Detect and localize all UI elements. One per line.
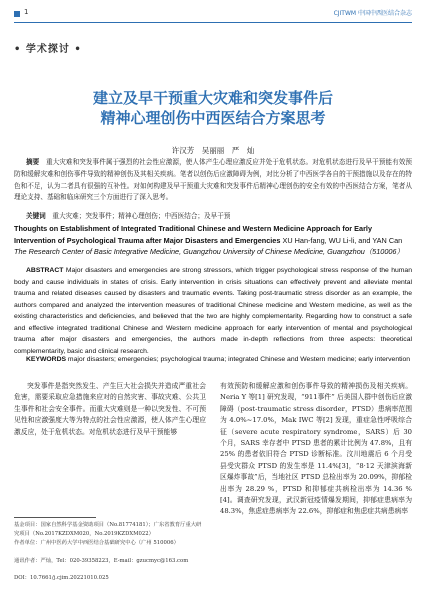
body-text-right-column: 有效预防和缓解应激和创伤事件导致的精神损伤及相关疾病。Neria Y 等[1] 研究发现，“911事件” 后美国人群中创伤后应激障碍（post-traumatic stress disorder，PTSD）患病率范围为 4.0%~17.0%，Mak IWC 等[2] 发现，重症急性呼吸综合征（severe acute respiratory syndrome，SARS）后 30 个月，SARS 幸存者中 PTSD 患者的累计比例为 47.8%，且有 25% 的患者依旧符合 PTSD 诊断标准。汶川地震后 6 个月受县受灾群众 PTSD 的发生率是 11.4%[3]，“8·12 天津滨海新区爆炸事故”后，当地社区 PTSD 总检出率为 20.09%，抑郁检出率为 28.29 %，PTSD 和抑郁症共病检出率为 14.36 %[4]。调查研究发现，武汉新冠疫情爆发期间，抑郁症患病率为 48.3%，焦虑症患病率为 22.6%，抑郁症和焦虑症共病患病率 xyxy=(220,382,412,516)
header-rule xyxy=(14,22,412,23)
abstract-label: 摘要 xyxy=(26,158,40,166)
english-keywords-text: major disasters; emergencies; psychological trauma; integrated Chinese and Western medicine; early intervention xyxy=(67,356,411,363)
author-list: 许汉芳 吴丽丽 严 灿 xyxy=(171,146,255,155)
page-number: 1 xyxy=(24,8,29,16)
article-title-line2: 精神心理创伤中西医结合方案思考 xyxy=(100,109,326,127)
keywords-label: 关键词 xyxy=(26,212,46,220)
chinese-keywords xyxy=(14,211,412,222)
header-marker-icon xyxy=(14,11,20,17)
english-abstract xyxy=(14,265,412,357)
footnote-correspondence: 通讯作者：严灿，Tel：020-39358223，E-mail：gzucmyc@163.com xyxy=(14,558,189,564)
chinese-abstract xyxy=(14,157,412,204)
english-affiliation: The Research Center of Basic Integrative Medicine, Guangzhou University of Chinese Medicine, Guangzhou（510006） xyxy=(14,247,404,256)
body-text-left-column: 突发事件是指突然发生、产生巨大社会损失并造成严重社会危害，需要采取应急措施来应对的自然灾害、事故灾难、公共卫生事件和社会安全事件。而重大灾难则是一种以突发性、不可预见性和应激强度大等为特点的社会性应激源，使人体产生心理应激反应，处于危机状态。对危机状态进行及早干预能够 xyxy=(14,382,206,436)
keywords-text: 重大灾难；突发事件；精神心理创伤；中西医结合；及早干预 xyxy=(52,212,231,220)
english-abstract-label: ABSTRACT xyxy=(26,267,64,274)
english-keywords-label: KEYWORDS xyxy=(26,356,67,363)
article-title-line1: 建立及早干预重大灾难和突发事件后 xyxy=(92,89,333,107)
abstract-text: 重大灾难和突发事件属于强烈的社会性应激源，使人体产生心理应激反应并处于危机状态。对危机状态进行及早干预能有效预防和缓解灾难和创伤事件导致的精神创伤及其相关疾病。笔者以创伤后应激障碍为例，对比分析了中西医学各自的干预措施以及存在的特色和不足，认为二者具有很强的互补性。对如何构建及早干预重大灾难和突发事件后精神心理创伤的安全有效的中西医结合方案，笔者从理论支持、基础和临床研究三个方面进行了深入思考。 xyxy=(14,158,412,202)
journal-name: CJITWM 中国中西医结合杂志 xyxy=(333,10,412,17)
affiliation-text: 作者单位：广州中医药大学中西医结合基础研究中心（广州 510006） xyxy=(14,540,179,546)
footnote-rule xyxy=(14,517,96,518)
english-title-block xyxy=(14,223,412,258)
english-abstract-text: Major disasters and emergencies are strong stressors, which trigger psychological stress response of the human body and cause individuals in states of crisis. Early intervention in crisis situations can effectively prevent and alleviate mental trauma and related diseases caused by disasters and traumatic events. Taking post-traumatic stress disorder as an example, the authors compared and analyzed the intervention measures of traditional Chinese medicine and Western medicine, as well as the existing characteristics and deficiencies, and believed that the two are highly complementarity. Regarding how to construct a safe and effective integrated traditional Chinese and Western medicine approach for early intervention of mental and psychological trauma after major disasters and emergencies, the authors made in-depth reflections from three aspects: theoretical complementarity, basic and clinical research. xyxy=(14,267,412,355)
footnote-fund xyxy=(14,521,206,548)
column-label: • 学术探讨 • xyxy=(14,44,82,55)
english-title: Thoughts on Establishment of Integrated Traditional Chinese and Western Medicine Approach for Early Intervention of Psychological Trauma after Major Disasters and Emergencies xyxy=(14,224,372,245)
english-keywords xyxy=(14,354,412,366)
english-authors: XU Han-fang, WU Li-li, and YAN Can xyxy=(282,235,403,245)
running-header xyxy=(14,9,412,23)
footnote-doi: DOI：10.7661/j.cjim.20221010.025 xyxy=(14,575,109,581)
fund-text: 基金项目：国家自然科学基金资助项目（No.81774181）；广东省教育厅重大研究项目（No.2017KZDXM020，No.2019KZDXM022） xyxy=(14,522,202,537)
